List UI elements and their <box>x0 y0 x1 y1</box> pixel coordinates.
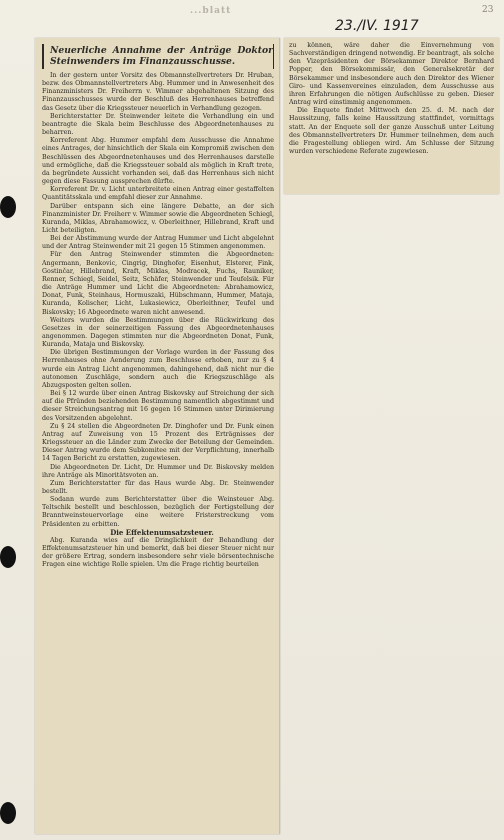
article-paragraph: Bei der Abstimmung wurde der Antrag Hummer und Licht abgelehnt und der Antrag Steinwender mit 21 gegen 15 Stimmen angenommen. <box>42 235 274 251</box>
article-paragraph: zu können, wäre daher die Einvernehmung von Sachverständigen dringend notwendig. Er beantragt, als solche den Vizepräsidenten der Börsekammer Direktor Bernhard Popper, den Börsekommissär, den Generalsekretär der Börsekammer und insbesondere auch den Direktor des Wiener Giro- und Kassenvereines einzuladen, dem Ausschusse aus ihren Erfahrungen die nötigen Aufschlüsse zu geben. Dieser Antrag wird einstimmig angenommen. <box>289 42 494 107</box>
article-headline: Neuerliche Annahme der Anträge Doktor Steinwenders im Finanzausschusse. <box>42 44 274 69</box>
article-paragraph: Für den Antrag Steinwender stimmten die Abgeordneten: Angermann, Benkovic, Cingrig, Dinghofer, Eisenhut, Elsterer, Fink, Gostinčar, Hillebrand, Kraft, Miklas, Modracek, Fuchs, Rauniker, Renner, Schiegl, Seidel, Seitz, Schäfer, Steinwender und Teufelsik. Für die Anträge Hummer und Licht die Abgeordneten: Abrahamowicz, Donat, Funk, Steinhaus, Hormuszaki, Hübschmann, Hummer, Mataja, Kuranda, Kolischer, Licht, Lukasiewicz, Oberleithner, Teufel und Biskovsky; 16 Abgeordnete waren nicht anwesend. <box>42 251 274 316</box>
page-number: 23 <box>482 5 494 15</box>
article-paragraph: Die Enquete findet Mittwoch den 25. d. M. nach der Haussitzung, falls keine Haussitzung stattfindet, vormittags statt. An der Enquete soll der ganze Ausschuß unter Leitung des Obmannstellvertreters Dr. Hummer teilnehmen, dem auch die Fragestellung obliegen wird. Am Schlusse der Sitzung wurden verschiedene Referate zugewiesen. <box>289 107 494 156</box>
article-paragraph: Zu § 24 stellen die Abgeordneten Dr. Dinghofer und Dr. Funk einen Antrag auf Zuweisung von 15 Prozent des Erträgnisses der Kriegssteuer an die Länder zum Zwecke der Beteilung der Gemeinden. Dieser Antrag wurde dem Subkomitee mit der Verpflichtung, innerhalb 14 Tagen Bericht zu erstatten, zugewiesen. <box>42 422 274 463</box>
article-paragraph: In der gestern unter Vorsitz des Obmannstellvertreters Dr. Hruban, bezw. des Obmannstellvertreters Abg. Hummer und in Anwesenheit des Finanzministers Dr. Freiherrn v. Wimmer abgehaltenen Sitzung des Finanzausschusses wurde der Beschluß des Herrenhauses betreffend das Gesetz über die Kriegssteuer neuerlich in Verhandlung gezogen. <box>42 72 274 112</box>
article-paragraph: Korreferent Abg. Hummer empfahl dem Ausschusse die Annahme eines Antrages, der hinsichtlich der Skala ein Kompromiß zwischen den Beschlüssen des Abgeordnetenhauses und des Herrenhauses darstelle und ermögliche, daß die Kriegssteuer sobald als möglich in Kraft trete, da begründete Aussicht vorhanden sei, daß das Herrenhaus sich nicht gegen diese Fassung aussprechen dürfte. <box>42 137 274 186</box>
article-paragraph: Berichterstatter Dr. Steinwender leitete die Verhandlung ein und beantragte die Skala beim Beschlusse des Abgeordnetenhauses zu beharren. <box>42 112 274 137</box>
newspaper-stamp: ...blatt <box>190 6 232 16</box>
article-paragraph: Sodann wurde zum Berichterstatter über die Weinsteuer Abg. Teltschik bestellt und beschlossen, bezüglich der Fertigstellung der Branntweinsteuervorlage eine weitere Fristerstreckung vom Präsidenten zu erbitten. <box>42 496 274 528</box>
punch-hole <box>0 802 16 824</box>
article-paragraph: Darüber entspann sich eine längere Debatte, an der sich Finanzminister Dr. Freiherr v. Wimmer sowie die Abgeordneten Schiegl, Kuranda, Miklas, Abrahamowicz, v. Oberleithner, Hillebrand, Kraft und Licht beteiligten. <box>42 202 274 234</box>
article-paragraph: Die übrigen Bestimmungen der Vorlage wurden in der Fassung des Herrenhauses ohne Aenderung zum Beschlusse erhoben, nur zu § 4 wurde ein Antrag Licht angenommen, dahingehend, daß nicht nur die autonomen Zuschläge, sondern auch die Kriegszuschläge als Abzugsposten gelten sollen. <box>42 349 274 389</box>
punch-hole <box>0 196 16 218</box>
article-paragraph: Bei § 12 wurde über einen Antrag Biskovsky auf Streichung der sich auf die Pfründen beziehenden Bestimmung namentlich abgestimmt und dieser Streichungsantrag mit 16 gegen 16 Stimmen unter Dirimierung des Vorsitzenden abgelehnt. <box>42 390 274 422</box>
article-paragraph: Weiters wurden die Bestimmungen über die Rückwirkung des Gesetzes in der seinerzeitigen Fassung des Abgeordnetenhauses angenommen. Dagegen stimmten nur die Abgeordneten Donat, Funk, Kuranda, Mataja und Biskovsky. <box>42 316 274 349</box>
article-subheading: Die Effektenumsatzsteuer. <box>110 527 214 537</box>
article-paragraph: Die Abgeordneten Dr. Licht, Dr. Hummer und Dr. Biskovsky melden ihre Anträge als Minoritätsvoten an. <box>42 463 274 479</box>
article-column-left <box>42 44 274 830</box>
article-paragraph: Abg. Kuranda wies auf die Dringlichkeit der Behandlung der Effektenumsatzsteuer hin und bemerkt, daß bei dieser Steuer nicht nur der größere Ertrag, sondern insbesondere sehr viele börsentechnische Fragen eine wichtige Rolle spielen. Um die Frage richtig beurteilen <box>42 536 274 569</box>
handwritten-date: 23./IV. 1917 <box>335 18 419 34</box>
punch-hole <box>0 546 16 568</box>
article-paragraph: Zum Berichterstatter für das Haus wurde Abg. Dr. Steinwender bestellt. <box>42 479 274 495</box>
article-paragraph: Korreferent Dr. v. Licht unterbreitete einen Antrag einer gestaffelten Quantitätsskala und empfahl dieser zur Annahme. <box>42 186 274 202</box>
article-column-right <box>289 42 494 192</box>
